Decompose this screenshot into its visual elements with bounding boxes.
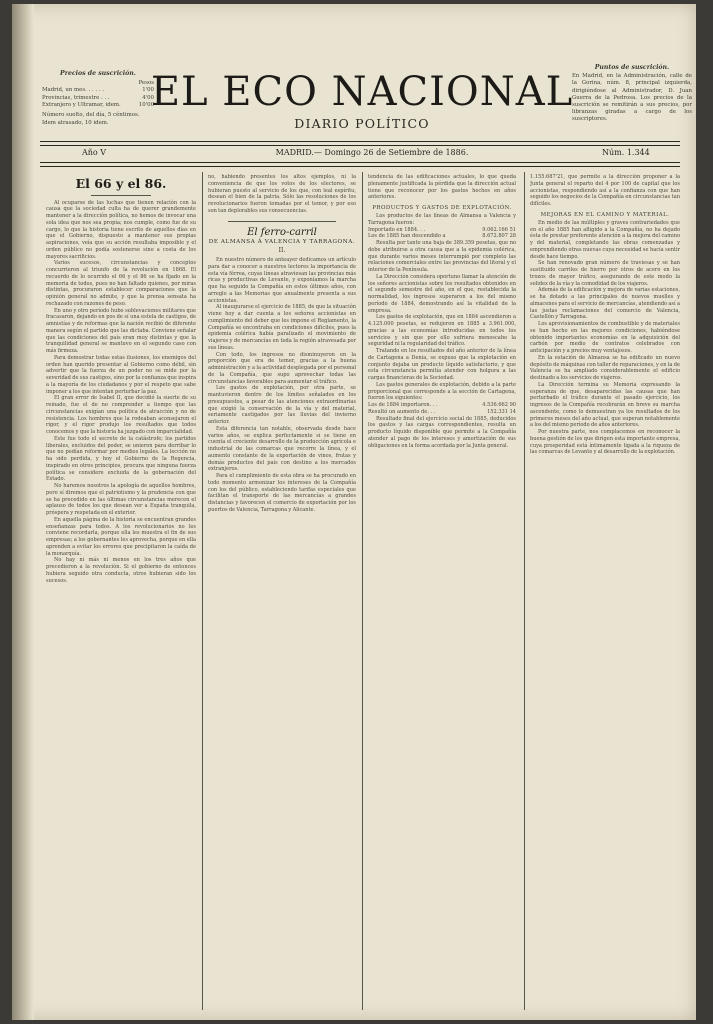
paragraph: No haremos nosotros la apología de aquellos hombres, pero sí diremos que el patriotismo y la prudencia con que se ha procedido en las últimas circunstancias merecen el aplauso de todos los que desean ver a España tranquila, próspera y respetada en el exterior. (46, 483, 196, 517)
article-headline: El 66 y el 86. (75, 176, 167, 191)
price-label: Extranjero y Ultramar, idem. (42, 102, 121, 109)
single-copy-note: Número suelto, del día, 5 céntimos. Idem atrasado, 10 idem. (42, 111, 140, 126)
figure-row (368, 227, 516, 234)
column-divider (524, 172, 525, 1010)
paragraph: Varios sucesos, circunstancias y conceptos concurrieron al triunfo de la revolución en 1868. El recuerdo de lo ocurrido el 66 y el 86 se ha fijado en la memoria de todos, pues no han faltado quienes, por miras distintas, procuraron establecer comparaciones que la opinión general no admite, y que la prensa sensata ha rechazado con razones de peso. (46, 260, 196, 307)
header-rule (40, 141, 680, 142)
paragraph: No hay ni más ni menos en los tres años que precedieron a la revolución. Si el gobierno de entonces hubiera seguido otra conducta, otros hubieran sido los sucesos. (46, 557, 196, 584)
header-rule (40, 145, 680, 146)
paragraph: 1.155.687'21, que permite a la dirección proponer a la Junta general el reparto del 4 por 100 de capital que los accionistas, respondiendo así a la confianza con que han seguido los negocios de la Compañía en circunstancias tan difíciles. (530, 174, 680, 207)
paragraph: Con todo, los ingresos no disminuyeron en la proporción que era de temer, gracias a la buena administración y a la actividad desplegada por el personal de la Compañía, que supo aprovechar todas las circunstancias favorables para aumentar el tráfico. (208, 351, 356, 385)
masthead-title: EL ECO NACIONAL (150, 69, 574, 115)
price-label: Provincias, trimestre . . . (42, 94, 110, 101)
paragraph: Los gastos de explotación, por otra parte, se mantuvieron dentro de los límites señalados en los presupuestos, a pesar de las atenciones extraordinarias que exigió la conservación de la vía y del material, seriamente castigados por las lluvias del invierno anterior. (208, 385, 356, 426)
paragraph: Además de la edificación y mejora de varias estaciones, se ha dotado a las principales de nuevos muelles y almacenes para el servicio de mercancías, atendiendo así a las justas reclamaciones del comercio de Valencia, Castellón y Tarragona. (530, 287, 680, 321)
paragraph: Los gastos de explotación, que en 1884 ascendieron a 4.125.000 pesetas, se redujeron en 1885 a 3.961.000, gracias a las economías introducidas en todos los servicios y sin que por ello sufriera menoscabo la seguridad ni la regularidad del tráfico. (368, 314, 516, 348)
column-divider (202, 172, 203, 1010)
dateline-rule (40, 162, 680, 163)
figure-value: 4.536.662 90 (482, 402, 516, 408)
figure-row (368, 409, 516, 416)
section-subtitle: DE ALMANSA Á VALENCIA Y TARRAGONA. (208, 239, 356, 246)
figure-label: Los de 1884 importaron. . . (368, 402, 438, 408)
paragraph: Los gastos generales de explotación, debido a la parte proporcional que corresponde a la sección de Cartagena, fueron los siguientes: (368, 381, 516, 402)
figure-label: Importado en 1884. . . (368, 226, 426, 233)
subscription-points-box (572, 64, 692, 124)
paragraph: Resulta por tanto una baja de 389.359 pesetas, que no debe atribuirse a otra causa que a la epidemia colérica, que durante varios meses interrumpió por completo las relaciones comerciales entre las provincias del litoral y el interior de la Península. (368, 240, 516, 273)
paragraph: Esta diferencia tan notable, observada desde hace varios años, se explica perfectamente si se tiene en cuenta el creciente desarrollo de la producción agrícola e industrial de las comarcas que recorre la línea, y el aumento constante de la exportación de vinos, frutas y demás productos del país con destino a los mercados extranjeros. (208, 425, 356, 473)
paragraph: Por nuestra parte, nos complacemos en reconocer la buena gestión de los que dirigen esta importante empresa, cuya prosperidad está íntimamente ligada a la riqueza de las comarcas de Levante y al desarrollo de la explotación. (530, 429, 680, 456)
paragraph: En nuestro número de anteayer dedicamos un artículo para dar a conocer a nuestros lectores la importancia de esta vía férrea, cuyas líneas atraviesan las provincias más ricas y productivas de Levante, y exponíamos la marcha que ha seguido la Compañía en estos últimos años, con arreglo a las Memorias que anualmente presenta a sus accionistas. (208, 257, 356, 304)
paragraph: tendencia de las edificaciones actuales, lo que queda plenamente justificada la pérdida que la dirección actual tiene que reconocer por los gastos hechos en años anteriores. (368, 174, 516, 201)
column-4 (530, 174, 680, 1010)
price-value: 1'00 (142, 87, 154, 94)
paragraph: Se han renovado gran número de traviesas y se han sustituido carriles de hierro por otros de acero en los trozos de mayor tráfico, asegurando de este modo la solidez de la vía y la comodidad de los viajeros. (530, 260, 680, 287)
paragraph: Los aprovisionamientos de combustible y de materiales se han hecho en las mejores condiciones, habiéndose obtenido importantes economías en la adquisición del carbón por medio de contratos celebrados con anticipación y a precios muy ventajosos. (530, 321, 680, 354)
headline-rule (91, 195, 151, 196)
paragraph: La Dirección considera oportuno llamar la atención de los señores accionistas sobre los resultados obtenidos en el segundo semestre del año, en el que, restablecida la normalidad, los ingresos superaron a los del mismo período de 1884, demostrando así la vitalidad de la empresa. (368, 273, 516, 314)
paragraph: Resultado final del ejercicio social de 1885, deducidos los gastos y las cargas correspondientes, resulta un producto líquido disponible que permite a la Compañía atender al pago de los intereses y amortización de sus obligaciones en la forma acordada por la Junta general. (368, 415, 516, 449)
figure-value: 9.062.166 51 (482, 226, 516, 233)
column-1 (46, 174, 196, 1010)
subscription-points-title: Puntos de suscrición. (594, 64, 670, 71)
newspaper-page (12, 4, 696, 1020)
column-3 (368, 174, 516, 1010)
paragraph: Los productos de las líneas de Almansa a Valencia y Tarragona fueron: (368, 213, 516, 226)
paragraph: En aquella página de la historia se encuentran grandes enseñanzas para todos. A los revolucionarios no les conviene recordarla, porque ella les muestra el fin de sus empresas; a los gobernantes les aprovecha, porque en ella aprenden a evitar los errores que precipitaron la caída de la monarquía. (46, 516, 196, 557)
paragraph: no, habiendo presentes los altos ejemplos, ni la conveniencia de que los votos de los electores, se hubieran puesto al servicio de los que, con leal espíritu, desean el bien de la patria. Sólo las resoluciones de los revolucionarios fueron tomadas por el temor, y por eso son tan deplorables sus consecuencias. (208, 174, 356, 214)
price-label: Madrid, un mes. . . . . . (42, 87, 104, 94)
masthead-subtitle: DIARIO POLÍTICO (294, 116, 430, 131)
section-number: II. (278, 247, 286, 255)
figure-value: 8.672.807 28 (482, 233, 516, 240)
figure-label: Resultó un aumento de. . . (368, 408, 436, 415)
price-value: 4'00 (142, 94, 154, 101)
paragraph: Al inaugurarse el ejercicio de 1885, de que la situación viene hoy a dar cuenta a los señores accionistas en cumplimiento del deber que les impone el Reglamento, la Compañía se encontraba en condiciones difíciles, pues la epidemia colérica había paralizado el movimiento de viajeros y de mercancías en toda la región atravesada por sus líneas. (208, 304, 356, 351)
dateline-rule (40, 166, 680, 167)
paragraph: En la estación de Almansa se ha edificado un nuevo depósito de máquinas con taller de reparaciones, y en la de Valencia se ha ampliado considerablemente el edificio destinado a los servicios de viajeros. (530, 354, 680, 381)
subscription-prices-title: Precios de suscrición. (60, 70, 136, 77)
figure-label: Los de 1885 han descendido a (368, 233, 446, 240)
paragraph: Al ocuparse de las luchas que tienen relación con la causa que la sociedad culta ha de querer grandemente mantener a la dirección política, no hemos de invocar una sola idea que nos sea propia; nos cumple, como fue de su cargo, lo que la historia tiene escrito de aquellos días en que el Gobierno, dispuesto a mantener sus propias aspiraciones, veía que su acción resultaba imposible y el orden público no podía sostenerse sino a costa de los mayores sacrificios. (46, 199, 196, 260)
section-caps-heading: PRODUCTOS Y GASTOS DE EXPLOTACIÓN. (372, 205, 512, 211)
currency-label: Pesos (138, 79, 154, 86)
issue-year: Año V (82, 148, 107, 157)
paragraph: La Dirección termina su Memoria expresando la esperanza de que, desaparecidas las causas que han perturbado el tráfico durante el pasado ejercicio, los ingresos de la Compañía recobrarán en breve su marcha ascendente, como lo demuestran ya los resultados de los primeros meses del año actual, que superan notablemente a los del mismo período de años anteriores. (530, 381, 680, 429)
paragraph: Tratando en los resultados del año anterior de la línea de Cartagena a Denia, se expuso que la explotación en conjunto dejaba un producto líquido satisfactorio, y que esta circunstancia permitía atender con holgura a las cargas financieras de la Sociedad. (368, 348, 516, 381)
section-caps-heading: MEJORAS EN EL CAMINO Y MATERIAL. (540, 211, 670, 218)
figure-value: 152.331 14 (487, 408, 516, 415)
column-divider (362, 172, 363, 1010)
section-title: El ferro-carril (247, 227, 317, 239)
paragraph: Para demostrar todas estas ilusiones, los enemigos del orden han querido presentar al Gobierno como débil, sin advertir que la fuerza de un poder no se mide por la severidad de sus castigos, sino por la confianza que inspira a la mayoría de los ciudadanos y por el respeto que sabe imponer a los que intentan perturbar la paz. (46, 354, 196, 395)
figure-row (368, 233, 516, 240)
paragraph: Este fue todo el secreto de la catástrofe; los partidos liberales, excluidos del poder, se unieron para derribar lo que no podían reformar por medios legales. La lección no ha sido perdida, y hoy el Gobierno de la Regencia, inspirado en otros principios, procura que ninguna fuerza política se considere excluida de la gobernación del Estado. (46, 435, 196, 483)
column-2 (208, 174, 356, 1010)
figure-row (368, 402, 516, 409)
paragraph: El gran error de Isabel II, que decidió la suerte de su reinado, fue el de no comprender a tiempo que las circunstancias exigían una política de atracción y no de resistencia. Los hombres que la rodeaban aconsejaron el rigor, y el rigor produjo los resultados que todos conocemos y que la historia ha juzgado con imparcialidad. (46, 395, 196, 436)
paragraph: En medio de las múltiples y graves contrariedades que en el año 1885 han afligido a la Compañía, no ha dejado ésta de prestar preferente atención a la mejora del camino y del material, completando las obras comenzadas y emprendiendo otras nuevas cuya necesidad se hacía sentir desde hace tiempo. (530, 219, 680, 260)
price-value: 10'00 (138, 102, 154, 109)
paragraph: En uno y otro período hubo sublevaciones militares que fracasaron, dejando en pos de sí una estela de castigos, de amnistías y de reformas que la nación recibió de diferente manera según el partido que las dictaba. Conviene señalar que las condiciones del país eran muy distintas y que la tranquilidad general se mantuvo en el segundo caso con más firmeza. (46, 307, 196, 355)
paragraph: Para el cumplimiento de esta obra se ha procurado en todo momento armonizar los intereses de la Compañía con los del público, estableciendo tarifas especiales que facilitan el transporte de las mercancías a grandes distancias y favorecen el comercio de exportación por los puertos de Valencia, Tarragona y Alicante. (208, 473, 356, 513)
section-rule (228, 221, 336, 222)
issue-number: Núm. 1.344 (602, 148, 650, 157)
subscription-points-text: En Madrid, en la Administración, calle de la Gorina, núm. 8, principal izquierda, dirigiéndose al Administrador, D. Juan Guerra de la Pedrosa. Los precios de la suscrición se remitirán a sus precios, por libranzas giradas a cargo de los suscriptores. (572, 73, 692, 123)
page-spine-shadow (12, 4, 34, 1020)
issue-date: MADRID.— Domingo 26 de Setiembre de 1886. (275, 148, 469, 157)
